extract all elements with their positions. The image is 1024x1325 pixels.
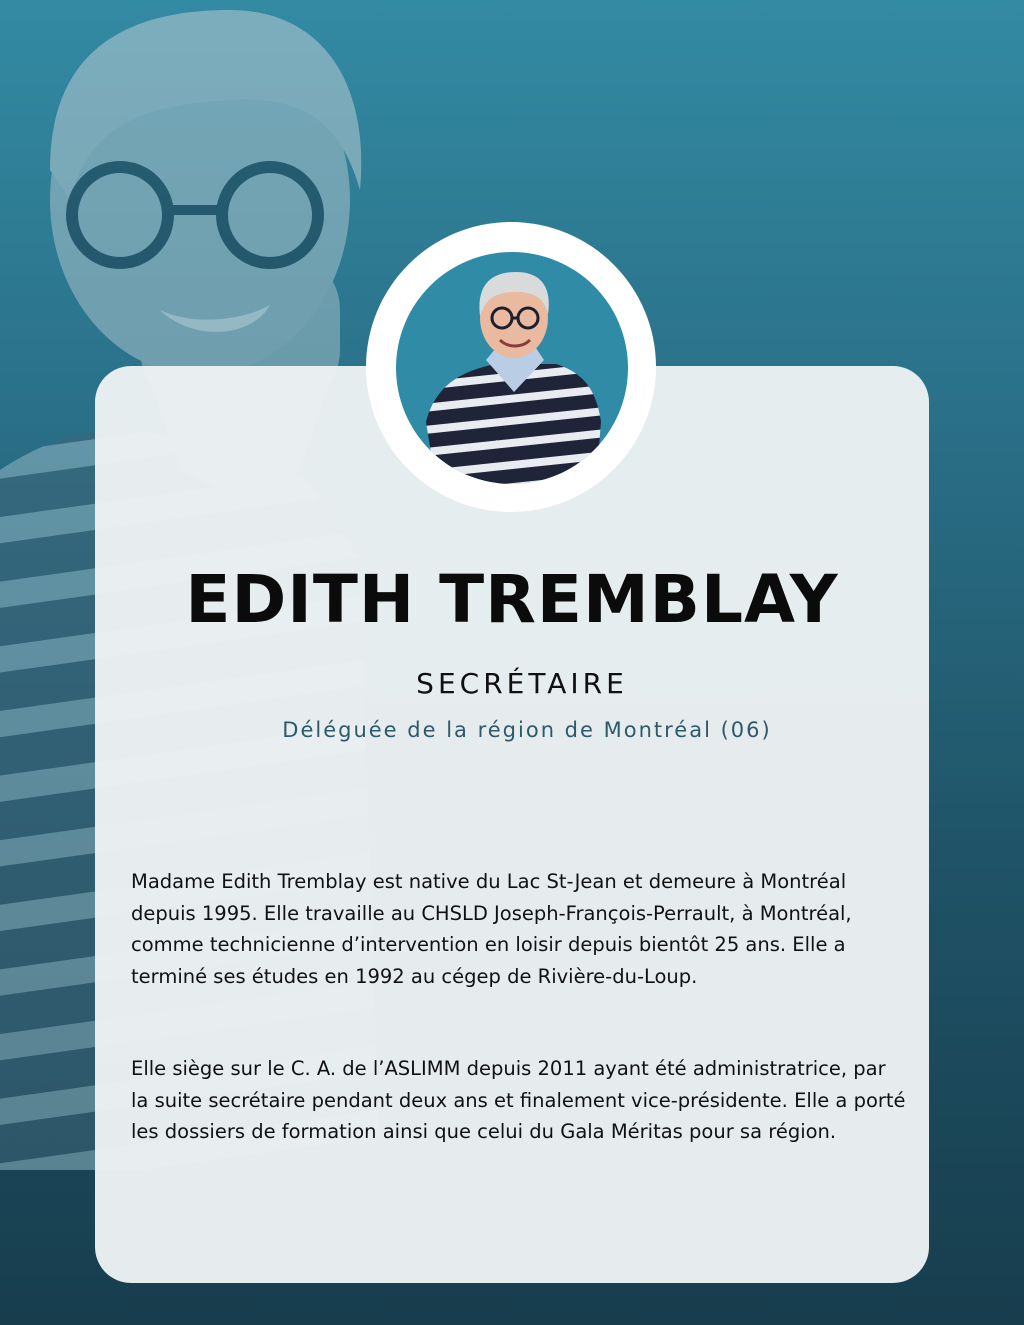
bio-paragraph-1: Madame Edith Tremblay est native du Lac St-Jean et demeure à Montréal depuis 1995. Elle travaille au CHSLD Joseph-François-Perrault, à Montréal, comme technicienne d’intervention en loisir depuis bientôt 25 ans. Elle a terminé ses études en 1992 au cégep de Rivière-du-Loup. [131, 870, 852, 988]
person-name: EDITH TREMBLAY [185, 561, 839, 638]
bio-paragraph-2: Elle siège sur le C. A. de l’ASLIMM depuis 2011 ayant été administratrice, par la suite secrétaire pendant deux ans et finalement vice-présidente. Elle a porté les dossiers de formation ainsi que celui du Gala Méritas pour sa région. [131, 1057, 906, 1143]
avatar [396, 252, 628, 484]
role-title: SECRÉTAIRE [416, 667, 628, 700]
avatar-photo [396, 252, 628, 484]
delegation-subtitle: Déléguée de la région de Montréal (06) [282, 718, 772, 742]
